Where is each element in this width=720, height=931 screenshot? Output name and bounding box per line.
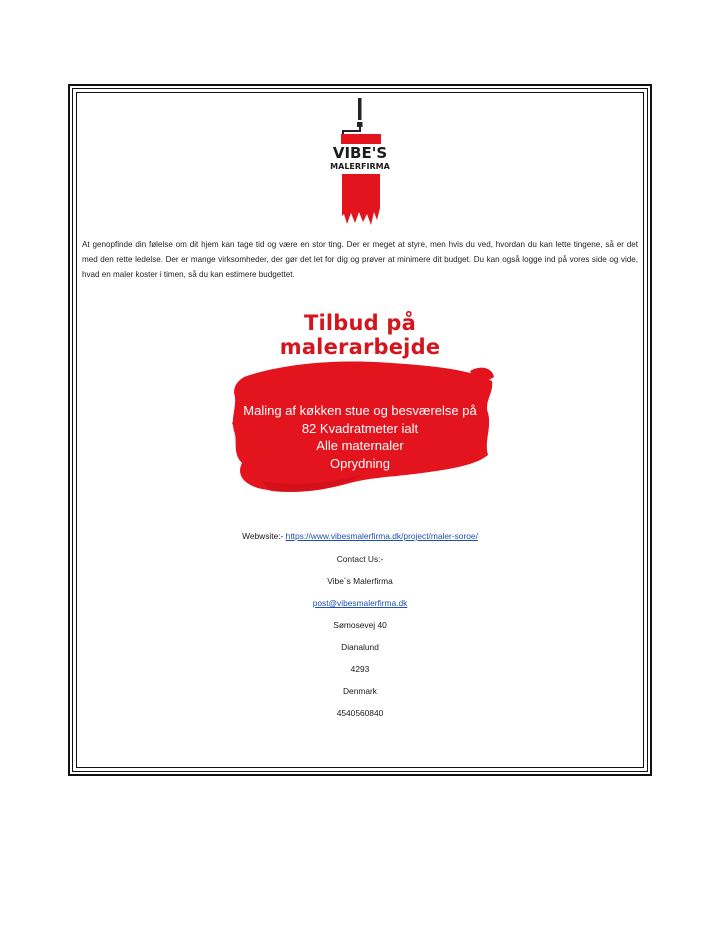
phone-number: 4540560840 [336, 708, 384, 718]
roller-handle-icon [358, 98, 362, 120]
vibes-malerfirma-logo [322, 96, 398, 230]
promo-line: Oprydning [330, 455, 390, 471]
company-name: Vibe´s Malerfirma [327, 576, 393, 586]
email-link[interactable]: post@vibesmalerfirma.dk [312, 598, 408, 608]
city: Dianalund [341, 642, 379, 652]
paint-roller-icon [341, 134, 381, 144]
website-link[interactable]: https://www.vibesmalerfirma.dk/project/maler-soroe/ [285, 531, 478, 541]
paint-drip-icon [342, 174, 380, 225]
country: Denmark [343, 686, 377, 696]
website-line [82, 531, 638, 542]
promo-title: Tilbud på malerarbejde [279, 311, 441, 359]
contact-us-heading: Contact Us:- [336, 554, 384, 564]
promo-image [222, 305, 498, 505]
postal-code: 4293 [350, 664, 370, 674]
promo-line: Maling af køkken stue og besværelse på [243, 403, 477, 418]
promo-lines [222, 402, 498, 472]
logo-subtitle: MALERFIRMA [330, 162, 390, 171]
logo-wordmark: VIBE'S [332, 144, 388, 162]
promo-line: 82 Kvadratmeter ialt [301, 420, 419, 436]
promo-line: Alle maternaler [316, 438, 404, 453]
intro-paragraph: At genopfinde din følelse om dit hjem kan tage tid og være en stor ting. Der er meget at styre, men hvis du ved, hvordan du kan lette tingene, så er det med den rette ledelse. Der er mange virksomheder, der gør det let for dig og prøver at minimere dit budget. Du kan også logge ind på vores side og vide, hvad en maler koster i timen, så du kan estimere budgettet. [82, 240, 638, 279]
street-address: Sømosevej 40 [333, 620, 387, 630]
website-label: Webwsite:- [242, 531, 286, 541]
